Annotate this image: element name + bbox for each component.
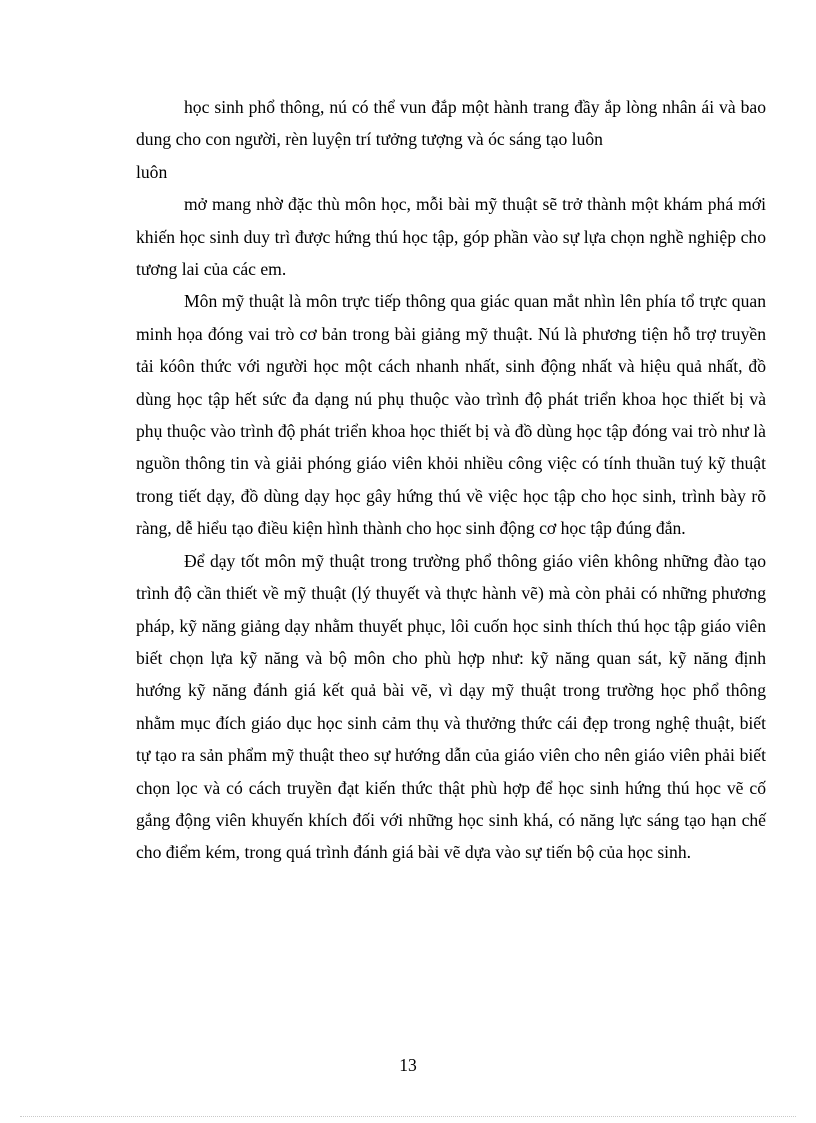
paragraph-5: Để dạy tốt môn mỹ thuật trong trường phổ thông giáo viên không những đào tạo trình độ cần thiết về mỹ thuật (lý thuyết và thực hành vẽ) mà còn phải có những phương pháp, kỹ năng giảng dạy nhằm thuyết phục, lôi cuốn học sinh thích thú học tập giáo viên biết chọn lựa kỹ năng và bộ môn cho phù hợp như: kỹ năng quan sát, kỹ năng định hướng kỹ năng đánh giá kết quả bài vẽ, vì dạy mỹ thuật trong trường học phổ thông nhằm mục đích giáo dục học sinh cảm thụ và thưởng thức cái đẹp trong nghệ thuật, biết tự tạo ra sản phẩm mỹ thuật theo sự hướng dẫn của giáo viên cho nên giáo viên phải biết chọn lọc và có cách truyền đạt kiến thức thật phù hợp để học sinh hứng thú học vẽ cố gắng động viên khuyến khích đối với những học sinh khá, có năng lực sáng tạo hạn chế cho điểm kém, trong quá trình đánh giá bài vẽ dựa vào sự tiến bộ của học sinh.	[136, 550, 766, 863]
paragraph-4: Môn mỹ thuật là môn trực tiếp thông qua giác quan mắt nhìn lên phía tổ trực quan minh họa đóng vai trò cơ bản trong bài giảng mỹ thuật. Nú là phương tiện hỗ trợ truyền tải kóôn thức với người học một cách nhanh nhất, sinh động nhất và hiệu quả nhất, đồ dùng học tập hết sức đa dạng nú phụ thuộc vào trình độ phát triển khoa học thiết bị và phụ thuộc vào trình độ phát triển khoa học thiết bị và đồ dùng học tập đóng vai trò như là nguồn thông tin và giải phóng giáo viên khỏi nhiều công việc có tính thuần tuý kỹ thuật trong tiết dạy, đồ dùng dạy học gây hứng thú về việc học tập cho học sinh, trình bày rõ ràng, dễ hiểu tạo điều kiện hình thành cho học sinh động cơ học tập đúng đắn.	[136, 291, 766, 539]
page-number: 13	[399, 1055, 417, 1075]
paragraph-1: học sinh phổ thông, nú có thể vun đắp một hành trang đầy ắp lòng nhân ái và bao dung cho con người, rèn luyện trí tưởng tượng và óc sáng tạo luôn	[136, 97, 766, 150]
page-bottom-divider	[20, 1116, 796, 1117]
paragraph-3: mở mang nhờ đặc thù môn học, mỗi bài mỹ thuật sẽ trở thành một khám phá mới khiến học sinh duy trì được hứng thú học tập, góp phần vào sự lựa chọn nghề nghiệp cho tương lai của các em.	[136, 194, 766, 280]
paragraph-2: luôn	[136, 161, 168, 182]
body-text	[136, 91, 766, 869]
